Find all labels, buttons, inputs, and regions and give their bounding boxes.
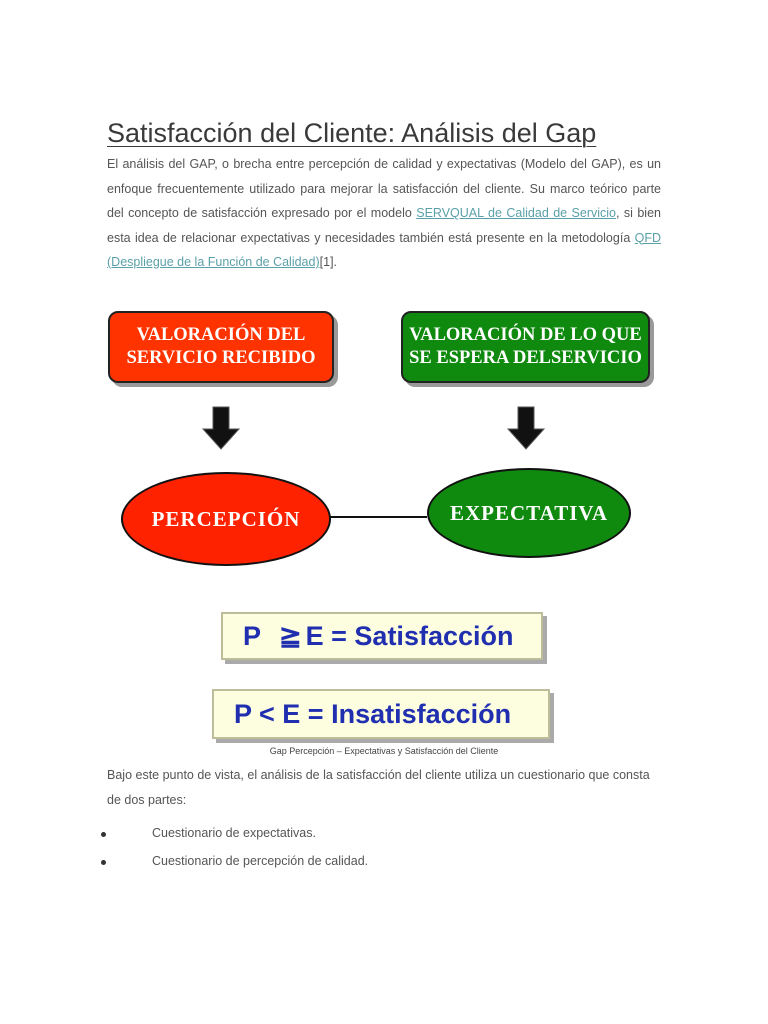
figure-caption: Gap Percepción – Expectativas y Satisfacción del Cliente bbox=[269, 746, 499, 756]
servqual-link[interactable]: SERVQUAL de Calidad de Servicio bbox=[416, 206, 616, 220]
list-item-text: Cuestionario de percepción de calidad. bbox=[152, 854, 369, 868]
formula2-text: P < E = Insatisfacción bbox=[234, 698, 512, 729]
expectation-label: EXPECTATIVA bbox=[449, 500, 609, 525]
down-arrow-icon bbox=[506, 405, 546, 451]
expectation-ellipse bbox=[427, 468, 631, 558]
bullet-icon bbox=[101, 860, 106, 865]
service-received-box bbox=[108, 311, 334, 383]
intro-paragraph bbox=[107, 152, 661, 275]
service-expected-line2: SE ESPERA DELSERVICIO bbox=[409, 348, 642, 368]
greater-equal-symbol: ≧ bbox=[279, 620, 302, 651]
service-received-line2: SERVICIO RECIBIDO bbox=[126, 348, 316, 368]
down-arrow-icon bbox=[201, 405, 241, 451]
list-item bbox=[0, 826, 768, 854]
bullet-icon bbox=[101, 832, 106, 837]
formula1-rest: E = Satisfacción bbox=[305, 620, 514, 651]
intro-text-1: El análisis del GAP, o brecha entre percepción de calidad y expectativas (Modelo del GAP), es un enfoque frecuentemente utilizado para mejorar la satisfacción del cliente. Su marco teórico parte del concepto de satisfacción expresado por el modelo bbox=[107, 157, 661, 220]
dissatisfaction-formula bbox=[212, 689, 550, 739]
perception-ellipse bbox=[121, 472, 331, 566]
satisfaction-formula bbox=[221, 612, 543, 660]
formula1-p: P bbox=[243, 620, 262, 651]
service-received-line1: VALORACIÓN DEL bbox=[136, 325, 306, 345]
body-paragraph: Bajo este punto de vista, el análisis de la satisfacción del cliente utiliza un cuestionario que consta de dos partes: bbox=[107, 768, 650, 807]
reference-1[interactable]: [1] bbox=[319, 255, 334, 269]
qfd-link[interactable]: QFD (Despliegue de la Función de Calidad) bbox=[107, 230, 661, 269]
connector-line bbox=[327, 516, 427, 518]
service-expected-line1: VALORACIÓN DE LO QUE bbox=[409, 325, 642, 345]
list-item bbox=[0, 854, 768, 882]
page-title: Satisfacción del Cliente: Análisis del Gap bbox=[107, 118, 597, 148]
intro-end: . bbox=[333, 255, 338, 269]
service-expected-box bbox=[401, 311, 650, 383]
intro-text-2: , si bien esta idea de relacionar expectativas y necesidades también está presente en la metodología bbox=[107, 206, 661, 245]
perception-label: PERCEPCIÓN bbox=[151, 506, 301, 531]
bullet-list bbox=[0, 826, 768, 882]
list-item-text: Cuestionario de expectativas. bbox=[152, 826, 316, 840]
